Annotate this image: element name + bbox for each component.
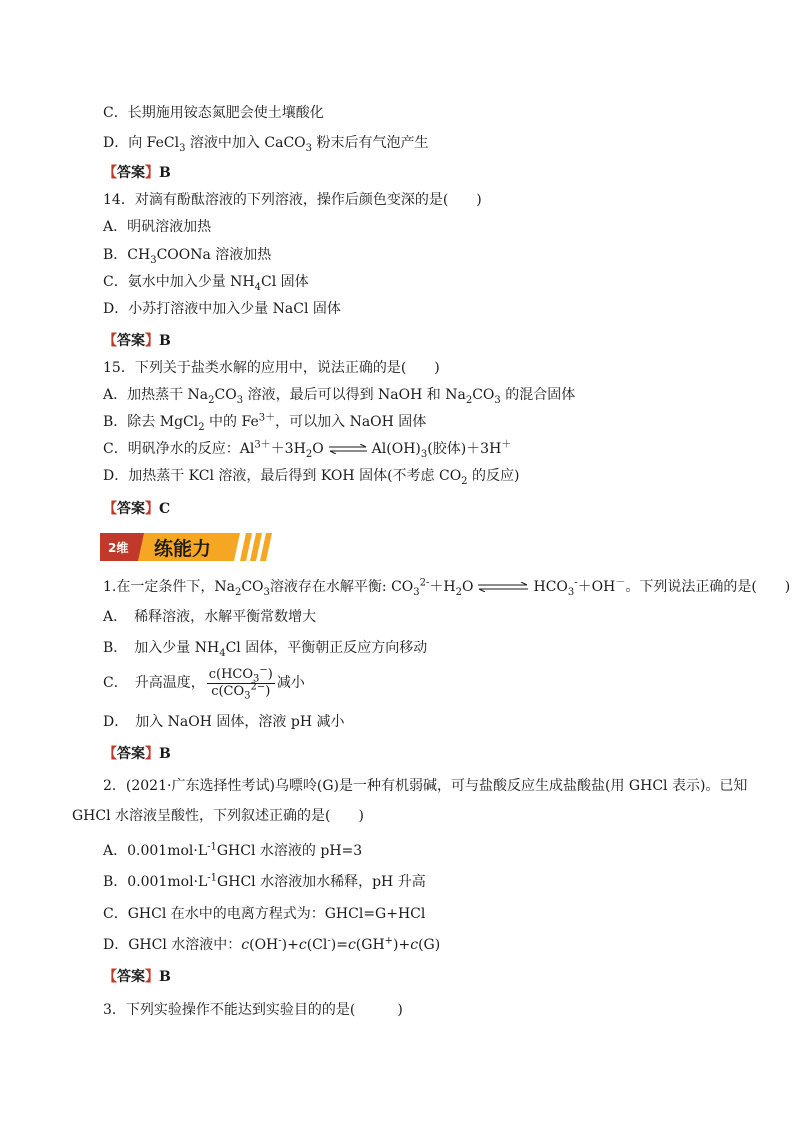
answer-p2: 【答案】B [103, 969, 171, 985]
equilibrium-arrow-icon [477, 582, 529, 592]
section-banner [100, 530, 276, 564]
question-p3: 3．下列实验操作不能达到实验目的的是( ) [103, 1002, 403, 1018]
option-14a: A．明矾溶液加热 [103, 219, 212, 235]
option-p2b: B．$0.001mol\cdot L^{-1}GHCl$ 水溶液加水稀释，pH 升高 [103, 872, 426, 890]
option-p1a: A． 稀释溶液，水解平衡常数增大 [103, 609, 317, 625]
equilibrium-arrow-icon [328, 444, 368, 454]
option-p2d: D．GHCl 水溶液中：c(OH-)+c(Cl-)=c(GH+)+c(G) [103, 935, 441, 953]
answer-14: 【答案】B [103, 333, 171, 349]
ratio-fraction: $\frac{c(HCO_3^-)}{c(CO_3^{2-})}$ [208, 664, 273, 702]
answer-p1: 【答案】B [103, 746, 171, 762]
question-14: 14．对滴有酚酞溶液的下列溶液，操作后颜色变深的是( ) [103, 192, 482, 208]
answer-15: 【答案】C [103, 501, 171, 517]
option-15b: B．除去 MgCl$_2$ 中的 $Fe^{3+}$，可以加入 NaOH 固体 [103, 412, 427, 433]
option-15d: D．加热蒸干 KCl 溶液，最后得到 KOH 固体(不考虑 $CO_2$ 的反应) [103, 468, 520, 487]
question-p2-line1: 2．(2021·广东选择性考试)乌嘌呤(G)是一种有机弱碱，可与盐酸反应生成盐酸盐(用 GHCl 表示)。已知 [103, 778, 748, 794]
option-13c: C．长期施用铵态氮肥会使土壤酸化 [103, 105, 324, 121]
option-14c: C．氨水中加入少量 $NH_4Cl$ 固体 [103, 274, 309, 293]
option-15c: C．明矾净水的反应：$Al^{3+}+3H_2O$ $Al(OH)_3$(胶体)＋3H＋ [103, 439, 512, 460]
option-15a: A．加热蒸干 $Na_2CO_3$ 溶液，最后可以得到 NaOH 和 $Na_2CO_3$ 的混合固体 [103, 387, 576, 406]
option-13d: D．向 FeCl$_3$ 溶液中加入 CaCO$_3$ 粉末后有气泡产生 [103, 135, 429, 154]
option-14b: B．$CH_3COONa$ 溶液加热 [103, 247, 272, 266]
question-p1: 1.在一定条件下，$Na_2CO_3$溶液存在水解平衡: $CO_3^{2-}+H_2O$ $HCO_3^-+OH^-$。下列说法正确的是( ) [103, 577, 791, 598]
option-p1d: D． 加入 NaOH 固体，溶液 pH 减小 [103, 714, 345, 730]
banner-tag: 2维 [108, 541, 129, 555]
option-p2a: A．$0.001mol\cdot L^{-1}GHCl$ 水溶液的 pH=3 [103, 841, 363, 859]
answer-13: 【答案】B [103, 165, 171, 181]
question-15: 15．下列关于盐类水解的应用中，说法正确的是( ) [103, 360, 440, 376]
question-p2-line2: GHCl 水溶液呈酸性，下列叙述正确的是( ) [72, 808, 364, 824]
option-p2c: C．GHCl 在水中的电离方程式为：GHCl=G+HCl [103, 906, 426, 922]
banner-title: 练能力 [154, 538, 212, 560]
option-14d: D．小苏打溶液中加入少量 NaCl 固体 [103, 301, 341, 317]
option-p1c: C． 升高温度， $\frac{c(HCO_3^-)}{c(CO_3^{2-})}$ 减小 [103, 664, 305, 702]
option-p1b: B． 加入少量 $NH_4Cl$ 固体，平衡朝正反应方向移动 [103, 640, 428, 659]
